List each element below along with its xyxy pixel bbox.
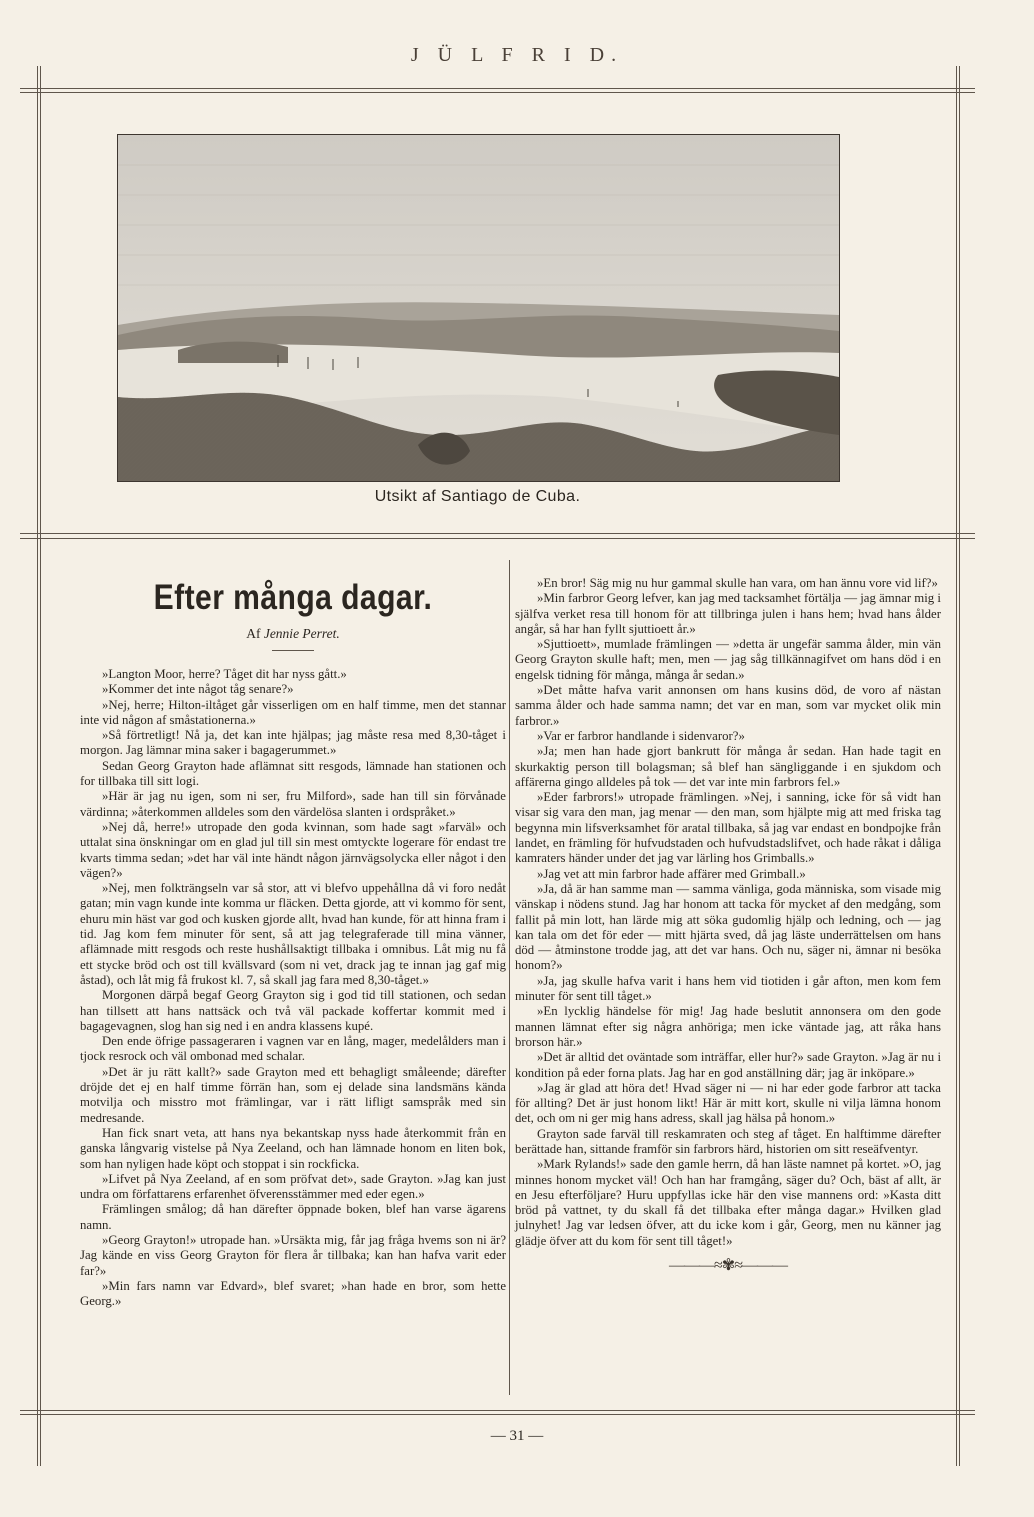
article-title: Efter många dagar. [153, 578, 433, 617]
article-byline [80, 626, 506, 642]
article-paragraph: »Min fars namn var Edvard», blef svaret; »han hade en bror, som hette Georg.» [80, 1278, 506, 1309]
left-paragraphs [80, 667, 506, 1309]
article-paragraph: »Min farbror Georg lefver, kan jag med tacksamhet förtälja — jag ämnar mig i själfva verket resa till honom för att tillbringa julen i hans hem; hvad hans ålder angår, så har han fyllt sjuttioett år.» [515, 591, 941, 636]
running-header: J Ü L F R I D. [410, 44, 624, 66]
frame-bottom-rule-2 [20, 1414, 975, 1415]
frame-mid-rule-2 [20, 538, 975, 539]
frame-top-rule-2 [20, 92, 975, 93]
article-paragraph: »Ja, jag skulle hafva varit i hans hem vid tiotiden i går afton, men kom fem minuter för sent till tåget.» [515, 973, 941, 1004]
frame-right-rule-2 [959, 66, 960, 1466]
frame-top-rule [20, 88, 975, 89]
article-paragraph: »Nej, men folkträngseln var så stor, att vi blefvo uppehållna då vi foro nedåt gatan; min vagn kunde inte komma ur fläcken. Detta gjorde, att vi kommo för sent, ehuru min häst var god och kusken gjorde allt, hvad han kunde, för att hinna fram i tid. Jag kom fem minuter för sent, så att jag telegraferade till mina vänner, aflämnade mitt resgods och reste hushållsaktigt tillbaka i omnibus. Låt mig nu få ett stycke bröd och ost till kvällsvard (som ni vet, drack jag te innan jag gaf mig åstad), och låt mig få frukost kl. 7, så skall jag fara med 8,30-tåget.» [80, 881, 506, 987]
column-divider [509, 560, 510, 1395]
article-paragraph: »Ja, då är han samme man — samma vänliga, goda människa, som visade mig vänskap i nödens stund. Jag har honom att tacka för mycket af den medgång, som fallit på min lott, han lärde mig att söka gudomlig hjälp och ledning, och — jag kan tala om det för eder — mitt hjärta sved, då jag läste underrättelsen om hans död — åtminstone trodde jag, att det var hans. Och nu, säger ni, ämnar ni besöka honom?» [515, 881, 941, 973]
title-divider [272, 650, 314, 651]
frame-right-rule [956, 66, 957, 1466]
article-paragraph: »Jag är glad att höra det! Hvad säger ni — ni har eder gode farbror att tacka för allting? Det är just honom likt! Här är mitt kort, skulle ni vilja lämna honom det, och om ni ger mig hans adress, skall jag hälsa på honom.» [515, 1080, 941, 1126]
article-paragraph: »Det är alltid det oväntade som inträffar, eller hur?» sade Grayton. »Jag är nu i kondition på eder forna plats. Jag har en god anställning där; jag är inköpare.» [515, 1050, 941, 1080]
article-paragraph: »Langton Moor, herre? Tåget dit har nyss gått.» [102, 667, 347, 681]
article-paragraph: Den ende öfrige passageraren i vagnen var en lång, mager, medelålders man i tjock resrock och väl ombonad med schalar. [80, 1034, 506, 1064]
article-paragraph: »Georg Grayton!» utropade han. »Ursäkta mig, får jag fråga hvems son ni är? Jag kände en viss Georg Grayton för flera år tillbaka; kan han hafva varit eder far?» [80, 1232, 506, 1278]
end-ornament: ———≈✾≈——— [669, 1257, 787, 1275]
article-paragraph: Grayton sade farväl till reskamraten och steg af tåget. En halftimme därefter berättade han, sittande framför sin farbrors härd, historien om sitt reseäfventyr. [515, 1126, 941, 1156]
harbour-landscape-icon [118, 135, 839, 481]
article-right-column [515, 576, 941, 1275]
article-paragraph: »Det är ju rätt kallt?» sade Grayton med ett behagligt småleende; därefter dröjde det ej en half timme förrän han, som ej delade sina landsmäns kända motvilja och misstro mot främlingar, var i rätt lifligt samspråk med sin medresande. [80, 1064, 506, 1125]
author-name: Jennie Perret. [263, 626, 340, 641]
frame-left-rule-2 [40, 66, 41, 1466]
right-paragraphs [515, 576, 941, 1249]
article-paragraph: »Kommer det inte något tåg senare?» [102, 682, 294, 697]
figure-caption: Utsikt af Santiago de Cuba. [374, 488, 581, 505]
article-paragraph: »Mark Rylands!» sade den gamle herrn, då han läste namnet på kortet. »O, jag minnes honom mycket väl! Och han har framgång, säger du? Och, bäst af allt, är en Jesu efterföljare? Huru uppfyllas icke här den vise mannens ord: »Kasta ditt bröd på vattnet, ty du skall få det tillbaka efter många dagar.» Hvilken glad julnyhet! Jag var ledsen öfver, att du icke kom i går, Georg, men nu känner jag glädje öfver att du kom för sent till tåget!» [515, 1157, 941, 1248]
article-paragraph: Sedan Georg Grayton hade aflämnat sitt resgods, lämnade han stationen och for tillbaka till sitt logi. [80, 758, 506, 789]
article-paragraph: »Ja; men han hade gjort bankrutt för många år sedan. Han hade tagit en skurkaktig person till bolagsman; så blef han sängliggande i en sjukdom och affärerna gingo alldeles på tok — det var inte min farbrors fel.» [515, 744, 941, 789]
article-paragraph: Främlingen smålog; då han därefter öppnade boken, blef han varse ägarens namn. [80, 1202, 506, 1232]
article-paragraph: »En lycklig händelse för mig! Jag hade beslutit annonsera om den gode mannen lämnat efter sig några anhöriga; men icke väntade jag, att råka hans brorson här.» [515, 1004, 941, 1049]
article-paragraph: »Nej, herre; Hilton-iltåget går visserligen om en half timme, men det stannar inte vid någon af småstationerna.» [80, 697, 506, 727]
frame-mid-rule [20, 533, 975, 534]
page-number: — 31 — [490, 1428, 544, 1444]
article-paragraph: »Lifvet på Nya Zeeland, af en som pröfvat det», sade Grayton. »Jag kan just undra om författarens erfarenhet öfverensstämmer med eder egen.» [80, 1171, 506, 1202]
article-paragraph: »Sjuttioett», mumlade främlingen — »detta är ungefär samma ålder, min vän Georg Grayton skulle haft; men, men — jag såg tillkännagifvet om hans död i en engelsk tidning för många, många år sedan.» [515, 637, 941, 682]
article-paragraph: »Jag vet att min farbror hade affärer med Grimball.» [537, 866, 806, 881]
frame-left-rule [37, 66, 38, 1466]
article-left-column [80, 578, 506, 1309]
article-paragraph: »Nej då, herre!» utropade den goda kvinnan, som hade sagt »farväl» och uttalat sina önskningar om en glad jul till sin mest omtyckte logerare för endast tre kvarts timma sedan; »det har väl inte händt någon järnvägsolycka eller något i den vägen?» [80, 819, 506, 880]
frame-bottom-rule [20, 1410, 975, 1411]
article-paragraph: »Eder farbrors!» utropade främlingen. »Nej, i sanning, icke för så vidt han visar sig vara den man, jag menar — den man, som hjälpte mig att med friska tag begynna min lifsverksamhet för aratal tillbaka, så jag var endast en bondpojke från landet, en främling för hufvudstaden och hufvudstadslifvet, och hade råkat i dåliga kamraters händer under det jag var lärling hos Grimballs.» [515, 790, 941, 866]
harbour-engraving [117, 134, 840, 482]
article-paragraph: »Det måtte hafva varit annonsen om hans kusins död, de voro af nästan samma ålder och hade samma namn; det var en man, som var mycket olik min farbror.» [515, 683, 941, 728]
article-paragraph: »Här är jag nu igen, som ni ser, fru Milford», sade han till sin förvånade värdinna; »återkommen alldeles som den värdelösa slanten i ordspråket.» [80, 789, 506, 819]
byline-prefix: Af [246, 626, 261, 641]
article-paragraph: Morgonen därpå begaf Georg Grayton sig i god tid till stationen, och sedan han tillsett att hans nattsäck och två väl packade koffertar kommit med i bagagevagnen, slog han sig ned i en andra klassens kupé. [80, 988, 506, 1033]
article-paragraph: »En bror! Säg mig nu hur gammal skulle han vara, om han ännu vore vid lif?» [537, 576, 938, 590]
article-paragraph: »Så förtretligt! Nå ja, det kan inte hjälpas; jag måste resa med 8,30-tåget i morgon. Jag lämnar mina saker i bagagerummet.» [80, 728, 506, 758]
article-paragraph: Han fick snart veta, att hans nya bekantskap nyss hade återkommit från en ganska långvarig vistelse på Nya Zeeland, och han lämnade honom en liten bok, som han nyligen hade köpt och stoppat i sin rockficka. [80, 1125, 506, 1171]
article-paragraph: »Var er farbror handlande i sidenvaror?» [537, 728, 745, 743]
